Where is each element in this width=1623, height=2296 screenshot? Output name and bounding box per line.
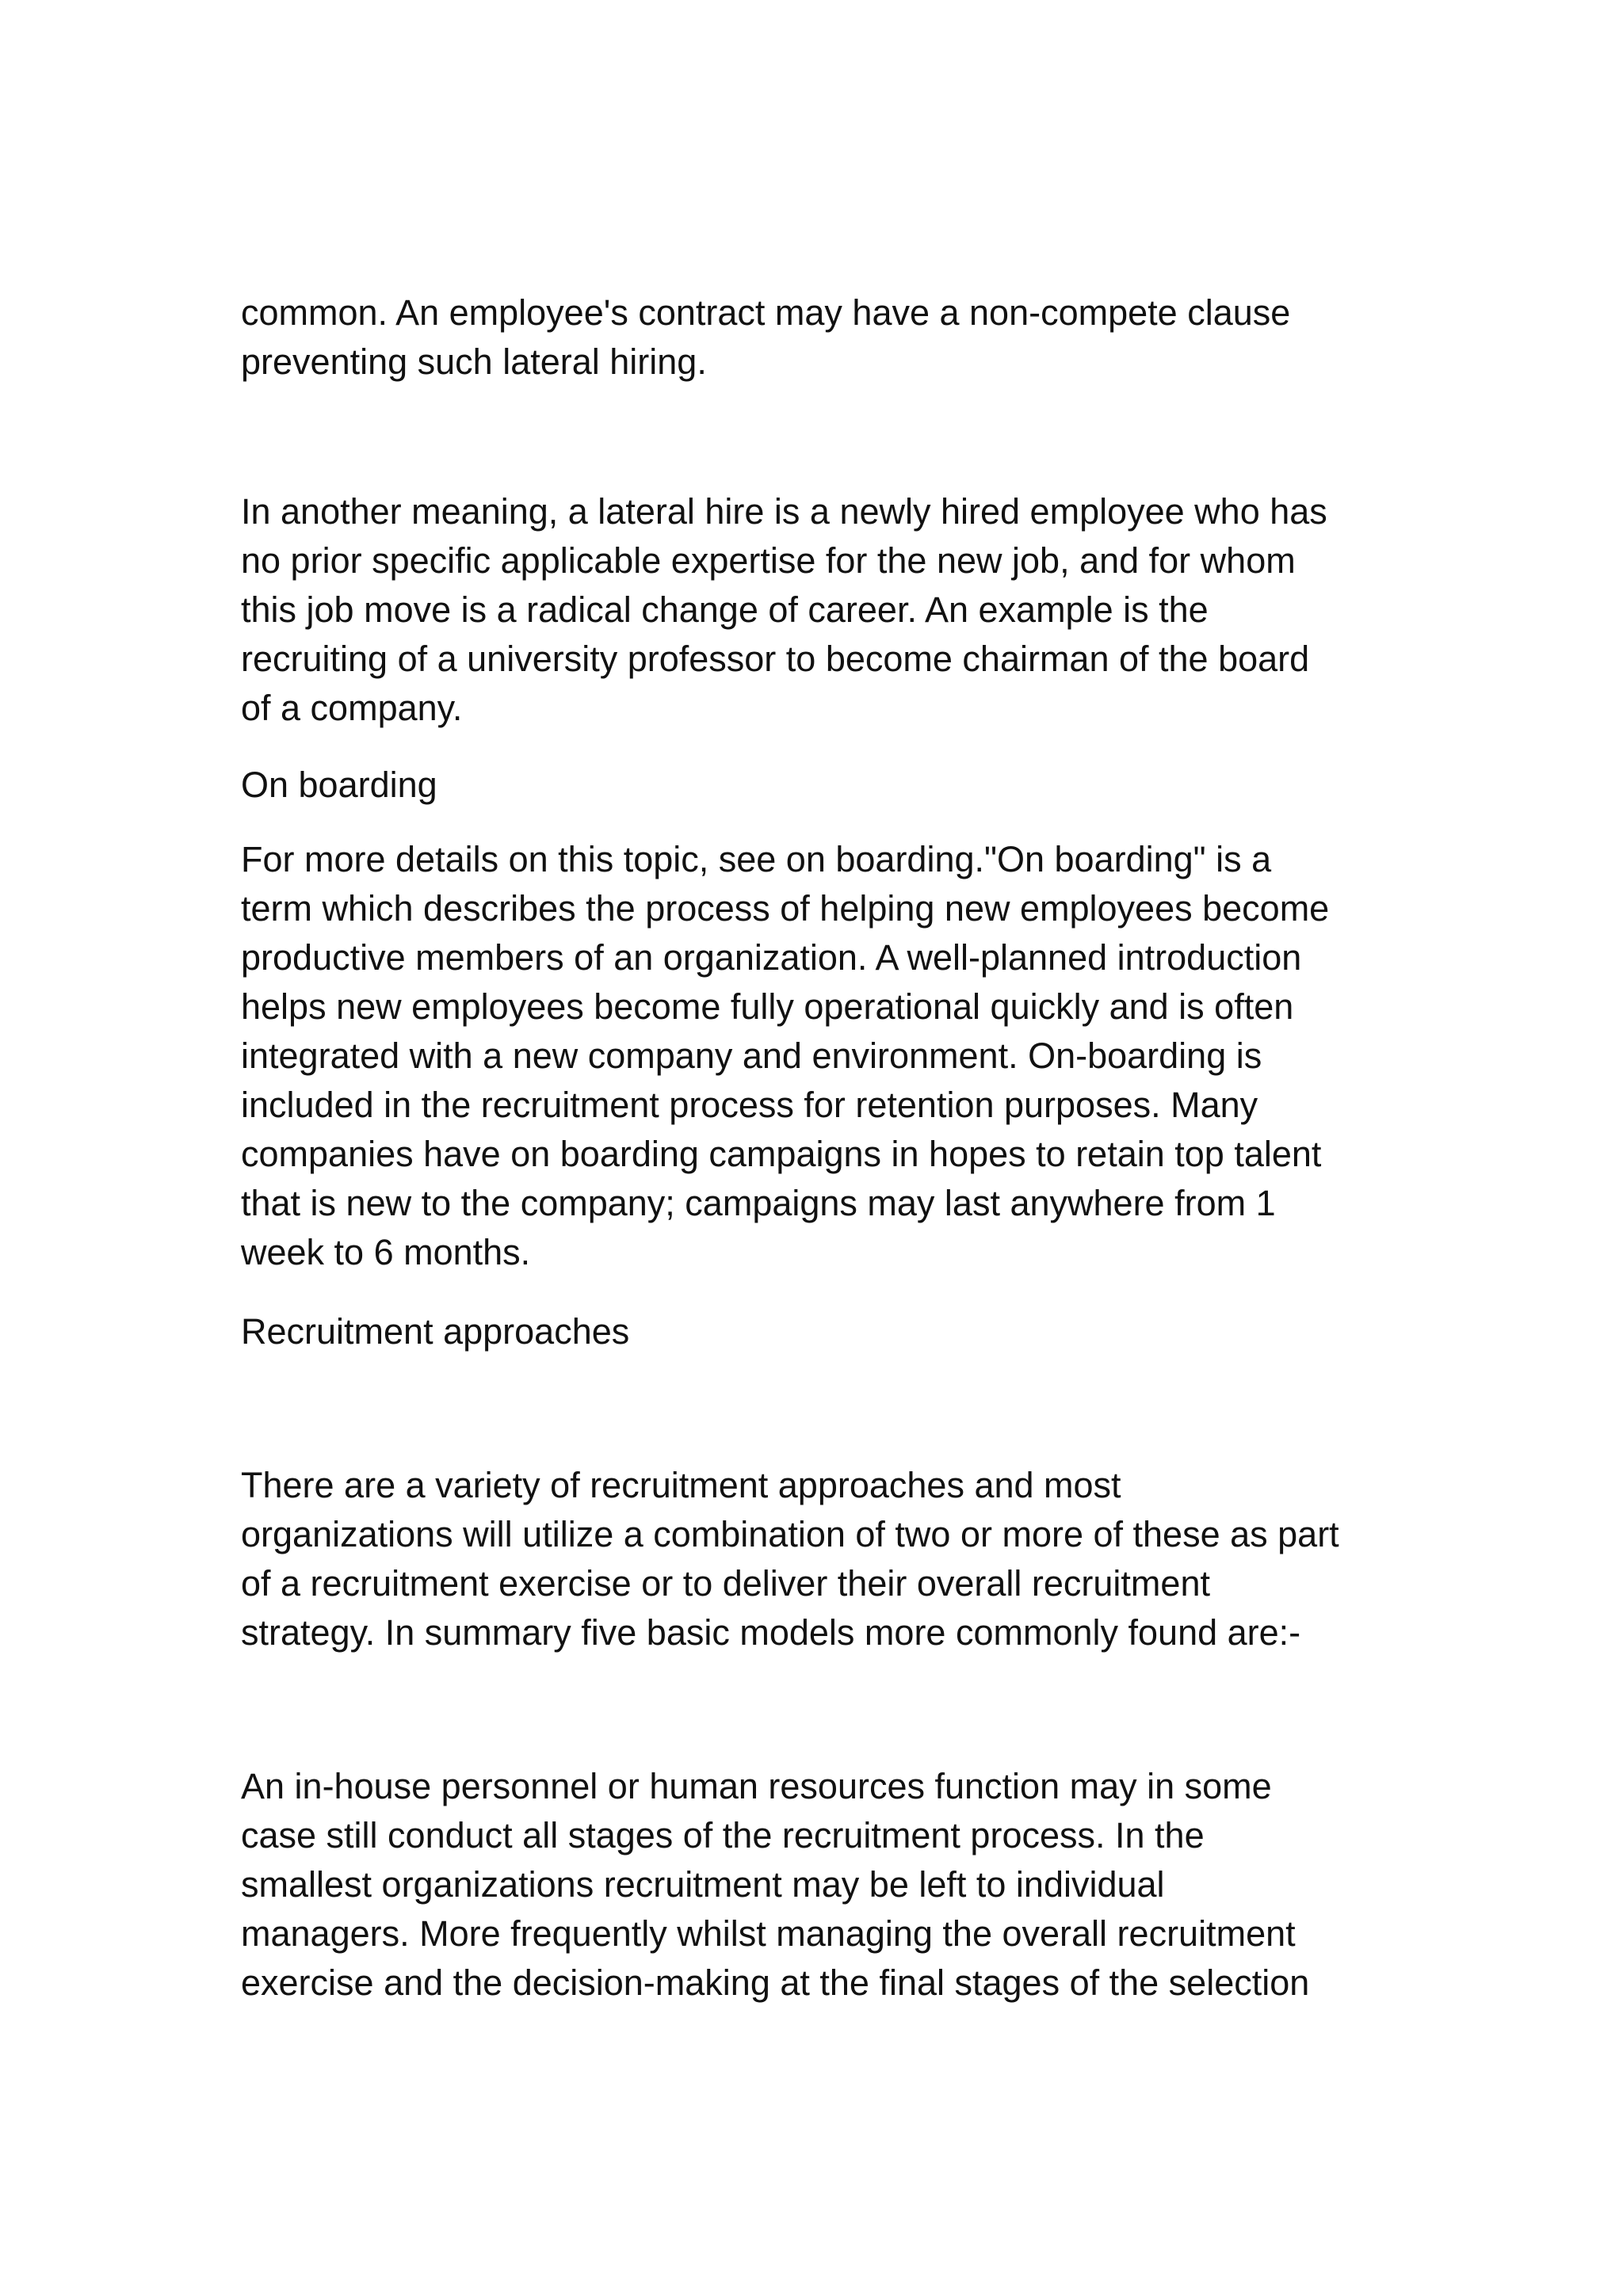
paragraph-lateral-hire-meaning: In another meaning, a lateral hire is a newly hired employee who has no prior specific applicable expertise for the new job, and for whom this job move is a radical change of career. An example is the recruiting of a university professor to become chairman of the board of a company. bbox=[241, 491, 1327, 728]
heading-recruitment-approaches: Recruitment approaches bbox=[241, 1311, 630, 1352]
paragraph-recruitment-approaches: There are a variety of recruitment approaches and most organizations will utilize a combination of two or more of these as part of a recruitment exercise or to deliver their overall recruitment strategy. In summary five basic models more commonly found are:- bbox=[241, 1465, 1339, 1653]
paragraph-lateral-hiring-continuation: common. An employee's contract may have a non-compete clause preventing such lateral hiring. bbox=[241, 292, 1291, 382]
paragraph-in-house-function: An in-house personnel or human resources function may in some case still conduct all stages of the recruitment process. In the smallest organizations recruitment may be left to individual managers. More frequently whilst managing the overall recruitment exercise and the decision-making at the final stages of the selection bbox=[241, 1766, 1310, 2003]
paragraph-on-boarding: For more details on this topic, see on boarding."On boarding" is a term which describes the process of helping new employees become productive members of an organization. A well-planned introduction helps new employees become fully operational quickly and is often integrated with a new company and environment. On-boarding is included in the recruitment process for retention purposes. Many companies have on boarding campaigns in hopes to retain top talent that is new to the company; campaigns may last anywhere from 1 week to 6 months. bbox=[241, 839, 1330, 1272]
heading-on-boarding: On boarding bbox=[241, 765, 437, 805]
